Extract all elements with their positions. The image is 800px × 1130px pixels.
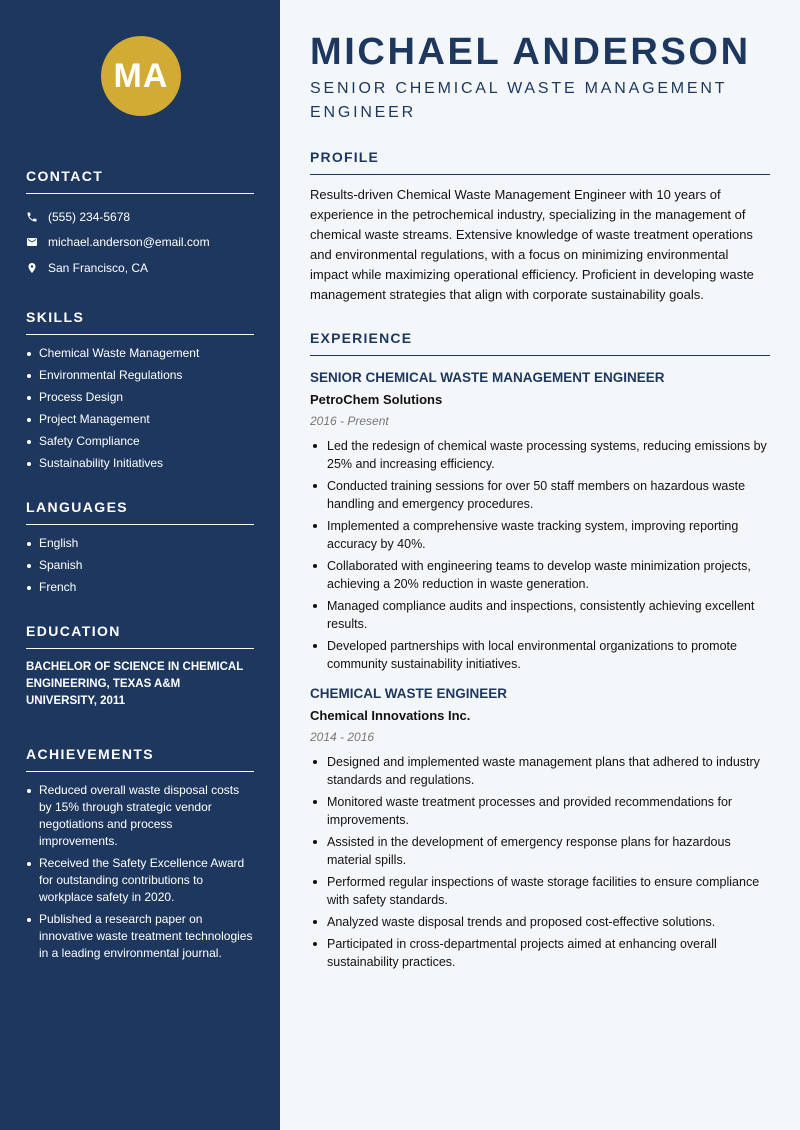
job-entry bbox=[310, 369, 770, 673]
skill-item: Chemical Waste Management bbox=[26, 345, 254, 362]
contact-phone bbox=[26, 204, 254, 230]
phone-icon bbox=[26, 211, 38, 223]
sidebar bbox=[0, 0, 280, 1130]
education-section bbox=[26, 623, 254, 710]
job-bullets bbox=[310, 753, 770, 971]
profile-heading: PROFILE bbox=[310, 149, 770, 175]
job-bullet: Analyzed waste disposal trends and proposed cost-effective solutions. bbox=[310, 913, 770, 931]
title-line: SENIOR CHEMICAL WASTE MANAGEMENT bbox=[310, 80, 728, 97]
skill-item: Process Design bbox=[26, 389, 254, 406]
job-bullet: Participated in cross-departmental projects aimed at enhancing overall sustainability practices. bbox=[310, 935, 770, 971]
experience-section bbox=[310, 330, 770, 971]
achievement-item: Reduced overall waste disposal costs by 15% through strategic vendor negotiations and process improvements. bbox=[26, 782, 254, 850]
job-role: SENIOR CHEMICAL WASTE MANAGEMENT ENGINEER bbox=[310, 370, 665, 385]
language-item: Spanish bbox=[26, 557, 254, 574]
achievements-section bbox=[26, 746, 254, 962]
skills-list bbox=[26, 345, 254, 472]
location-pin-icon bbox=[26, 262, 38, 274]
contact-heading: CONTACT bbox=[26, 168, 254, 194]
skill-item: Safety Compliance bbox=[26, 433, 254, 450]
job-bullet: Implemented a comprehensive waste tracking system, improving reporting accuracy by 40%. bbox=[310, 517, 770, 553]
education-heading: EDUCATION bbox=[26, 623, 254, 649]
location-text: San Francisco, CA bbox=[48, 260, 149, 275]
candidate-name: MICHAEL ANDERSON bbox=[310, 31, 751, 73]
languages-list bbox=[26, 535, 254, 596]
job-dates: 2016 - Present bbox=[310, 414, 389, 428]
job-company: Chemical Innovations Inc. bbox=[310, 708, 471, 723]
job-entry bbox=[310, 685, 770, 971]
candidate-title bbox=[310, 77, 770, 125]
phone-text: (555) 234-5678 bbox=[48, 209, 131, 224]
job-bullet: Assisted in the development of emergency response plans for hazardous material spills. bbox=[310, 833, 770, 869]
job-bullet: Monitored waste treatment processes and provided recommendations for improvements. bbox=[310, 793, 770, 829]
skill-item: Project Management bbox=[26, 411, 254, 428]
job-bullet: Collaborated with engineering teams to develop waste minimization projects, achieving a 20% reduction in waste generation. bbox=[310, 557, 770, 593]
experience-heading: EXPERIENCE bbox=[310, 330, 770, 356]
title-line: ENGINEER bbox=[310, 104, 416, 121]
job-bullet: Developed partnerships with local environmental organizations to promote community sustainability initiatives. bbox=[310, 637, 770, 673]
profile-summary: Results-driven Chemical Waste Management Engineer with 10 years of experience in the petrochemical industry, specializing in the management of chemical waste streams. Extensive knowledge of waste treatment operations and environmental regulations, with a focus on minimizing environmental impact while maximizing operational efficiency. Proficient in developing waste management strategies that align with corporate sustainability goals. bbox=[310, 187, 754, 302]
job-company: PetroChem Solutions bbox=[310, 392, 443, 407]
skill-item: Environmental Regulations bbox=[26, 367, 254, 384]
email-text: michael.anderson@email.com bbox=[48, 235, 210, 250]
contact-section bbox=[26, 168, 254, 281]
job-bullet: Designed and implemented waste management plans that adhered to industry standards and regulations. bbox=[310, 753, 770, 789]
achievement-item: Received the Safety Excellence Award for outstanding contributions to workplace safety in 2020. bbox=[26, 855, 254, 906]
languages-heading: LANGUAGES bbox=[26, 499, 254, 525]
skill-item: Sustainability Initiatives bbox=[26, 455, 254, 472]
contact-email bbox=[26, 230, 254, 256]
job-bullet: Conducted training sessions for over 50 staff members on hazardous waste handling and emergency procedures. bbox=[310, 477, 770, 513]
profile-section bbox=[310, 149, 770, 305]
achievements-list bbox=[26, 782, 254, 962]
contact-location bbox=[26, 255, 254, 281]
education-degree: BACHELOR OF SCIENCE IN CHEMICAL ENGINEERING, TEXAS A&M UNIVERSITY, 2011 bbox=[26, 660, 244, 707]
languages-section bbox=[26, 499, 254, 596]
job-bullet: Led the redesign of chemical waste processing systems, reducing emissions by 25% and increasing efficiency. bbox=[310, 437, 770, 473]
main-content bbox=[280, 0, 800, 1130]
job-bullet: Performed regular inspections of waste storage facilities to ensure compliance with safety standards. bbox=[310, 873, 770, 909]
job-bullet: Managed compliance audits and inspections, consistently achieving excellent results. bbox=[310, 597, 770, 633]
achievement-item: Published a research paper on innovative waste treatment technologies in a leading environmental journal. bbox=[26, 911, 254, 962]
language-item: French bbox=[26, 579, 254, 596]
language-item: English bbox=[26, 535, 254, 552]
job-role: CHEMICAL WASTE ENGINEER bbox=[310, 686, 508, 701]
skills-section bbox=[26, 309, 254, 472]
job-bullets bbox=[310, 437, 770, 673]
email-icon bbox=[26, 236, 38, 248]
skills-heading: SKILLS bbox=[26, 309, 254, 335]
initials-avatar: MA bbox=[101, 36, 181, 116]
job-dates: 2014 - 2016 bbox=[310, 730, 375, 744]
achievements-heading: ACHIEVEMENTS bbox=[26, 746, 254, 772]
